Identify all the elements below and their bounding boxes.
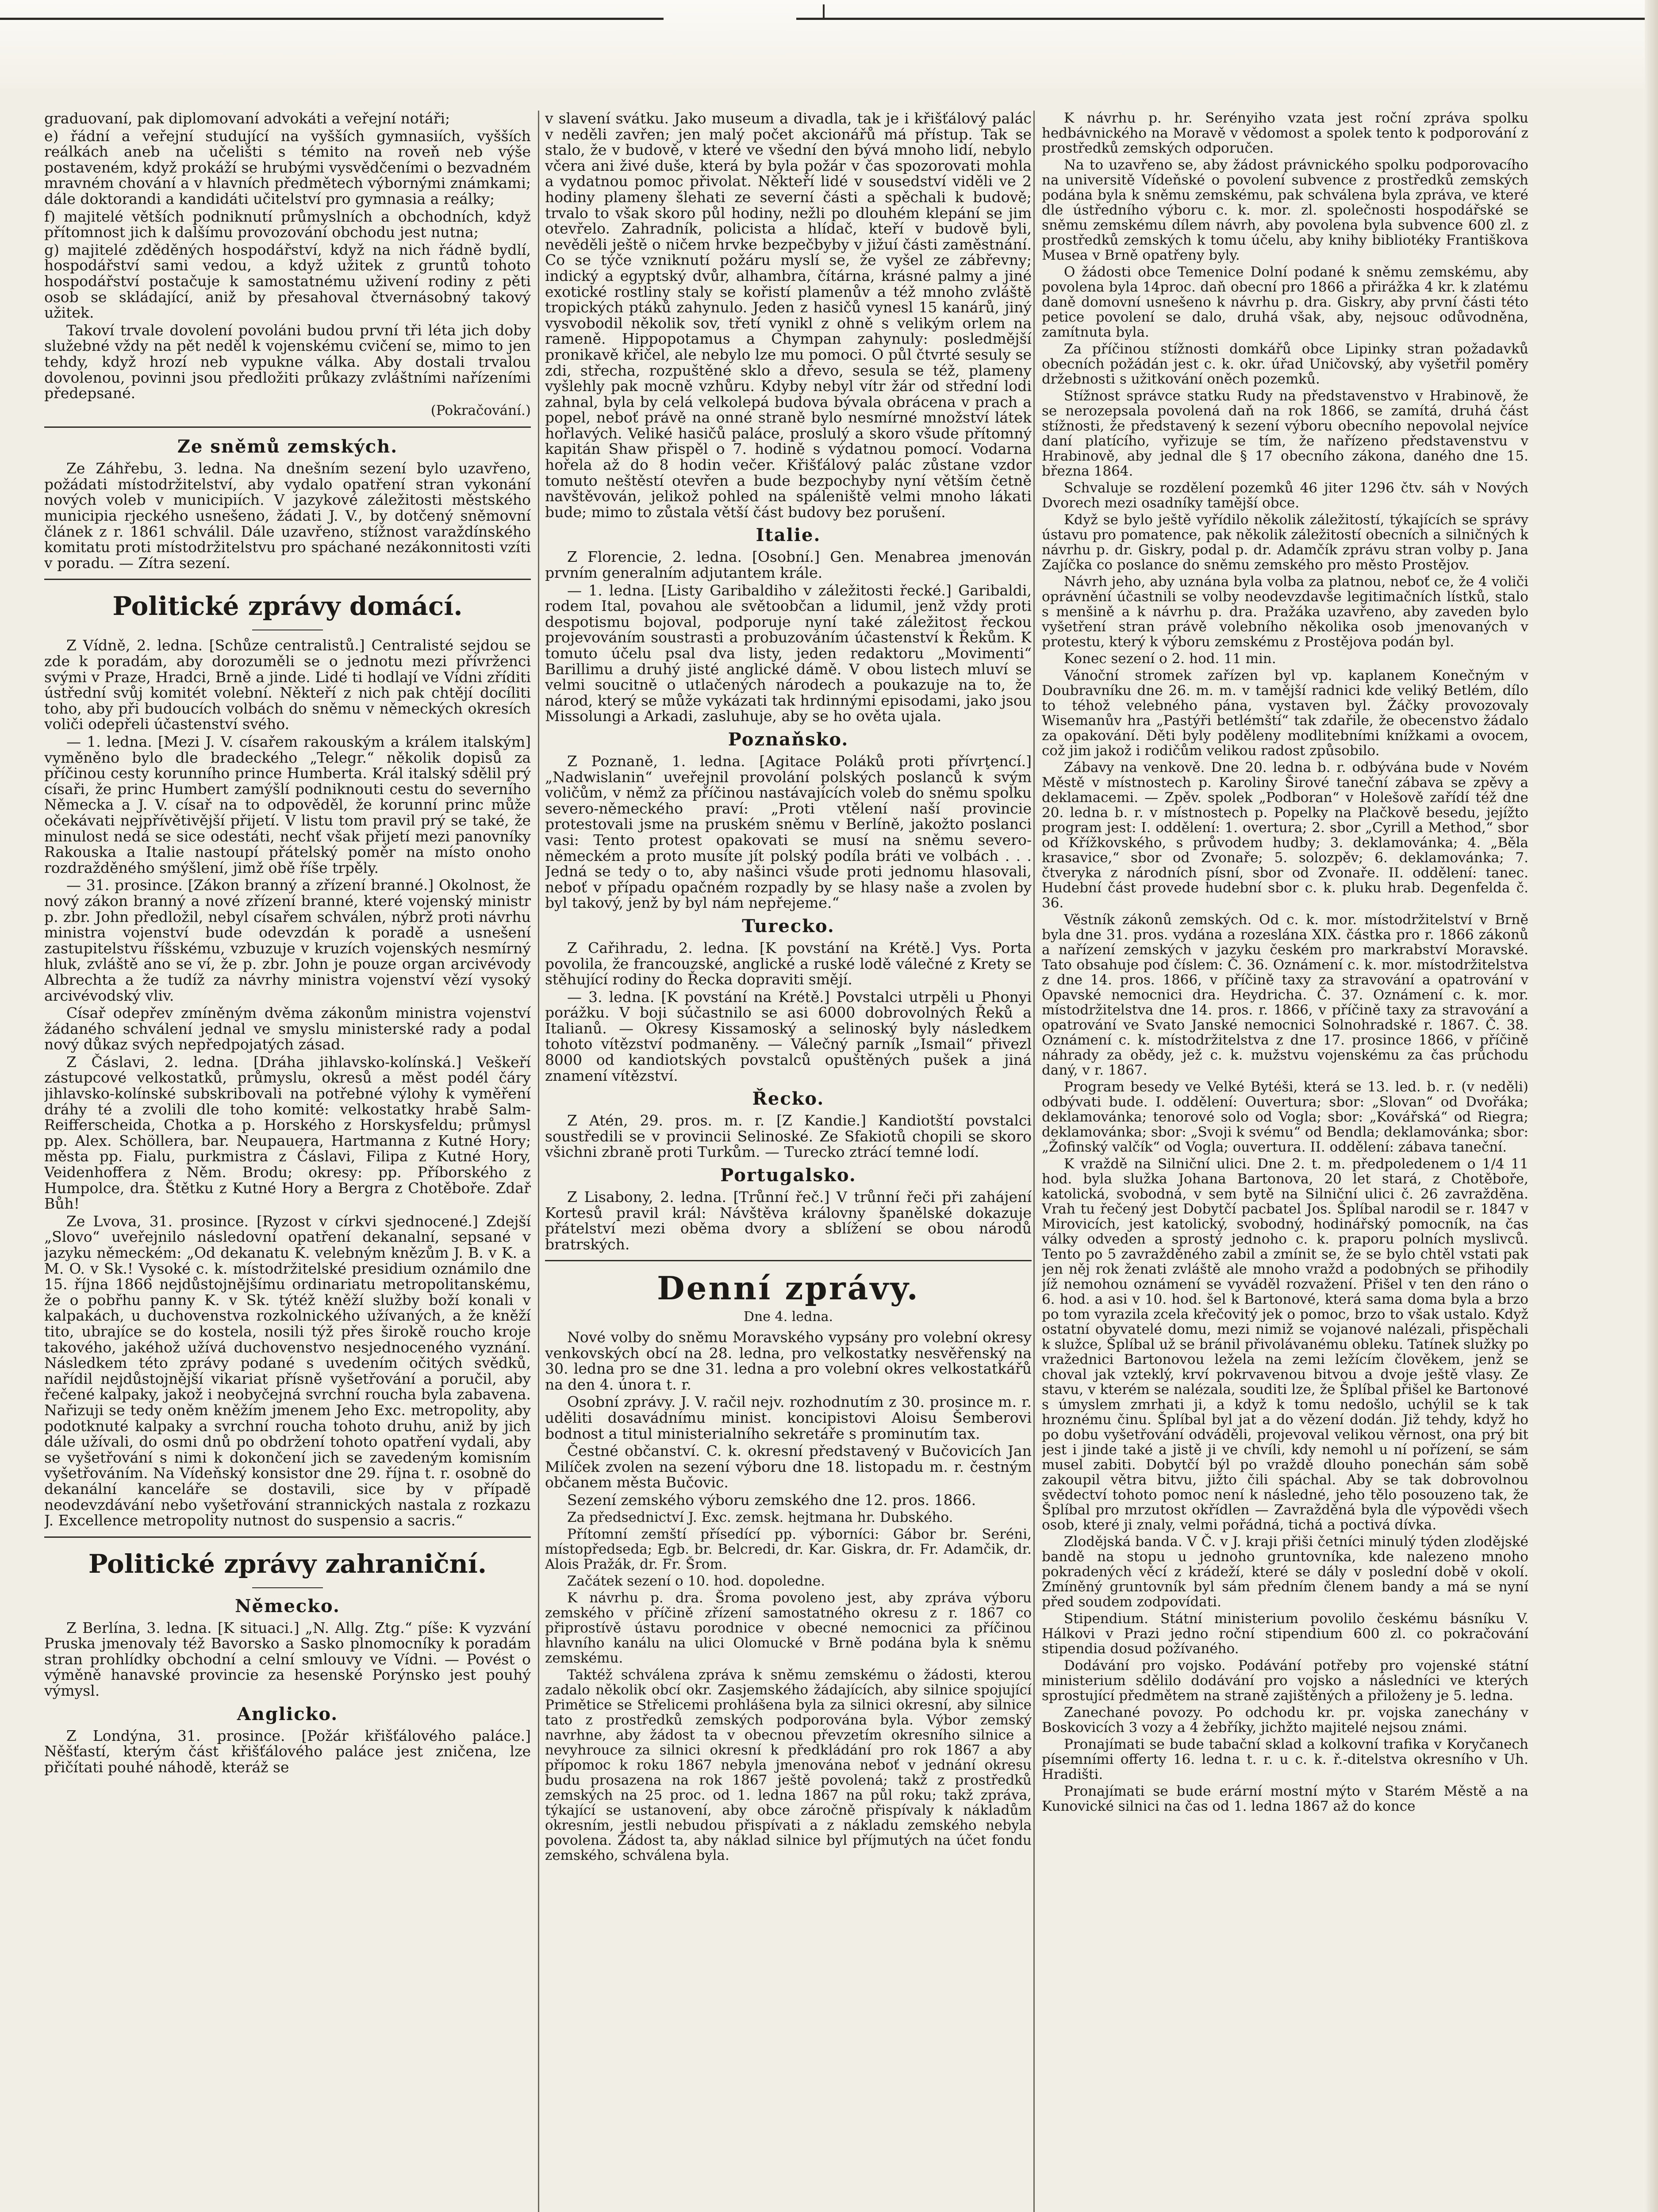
paragraph: Návrh jeho, aby uznána byla volba za platnou, neboť ce, že 4 voliči oprávnění účastnili se volby neodevzdavše legitimačních lístků, stalo s menšině a k návrhu p. dra. Pražáka uzavřeno, aby zaveden bylo vyšetření stran právě volebního několika osob jmenovaných v protestu, který k výboru zemskému z Prostějova podán byl. (1042, 574, 1528, 650)
paragraph: graduovaní, pak diplomovaní advokáti a veřejní notáři; (44, 111, 450, 127)
dateline: Dne 4. ledna. (743, 1309, 833, 1325)
top-tick (823, 4, 825, 18)
paragraph: Konec sezení o 2. hod. 11 min. (1064, 651, 1276, 667)
news-item: Zábavy na venkově. Dne 20. ledna b. r. odbývána bude v Novém Městě v místnostech p. Karoliny Širové taneční zábava se zpěvy a deklamacemi. — Zpěv. spolek „Podboran“ v Holešově zařídí též dne 20. ledna b. r. v místnostech p. Popelky na Plačkově besedu, jejížto program jest: I. oddělení: 1. overtura; 2. sbor „Cyrill a Method,“ sbor od Křížkovského, s průvodem hudby; 3. deklamovánka; 4. „Běla krasavice,“ sbor od Zvonaře; 5. solozpěv; 6. deklamovánka; 7. čtveryka z národních písní, sbor od Zvonaře. II. oddělení: tanec. Hudební část provede hudební sbor c. k. pluku hrab. Degenfelda č. 36. (1042, 760, 1528, 911)
paragraph: Taktéž schválena zpráva k sněmu zemskému o žádosti, kterou zadalo několik obcí okr. Zasjemského žádajících, aby silnice spojující Primětice se Střelicemi prohlášena byla za silnici okresní, aby silnice tato z prostředků zemských podporována byla. Výbor zemský navrhne, aby žádost ta v obecnou převzetím okresního silnice a nevyhrouce za silnici okresní k předkládání pro rok 1867 a aby přípomoc k roku 1867 nebyla jmenována neboť v jednání okresu budu prosazena na rok 1867 ještě povolená; takž z prostředků zemských na 25 proc. od 1. ledna 1867 na půl roku; takž zpráva, týkající se ustanovení, aby obce záročně přispívaly k nákladům okresním, jestli nebudou přispívati a z nákladu zemského nebyla povolena. Žádost ta, aby náklad silnice byl příjmutých na účet fondu zemského, schválena byla. (545, 1667, 1032, 1863)
section-heading: Denní zprávy. (657, 1269, 920, 1307)
page-top-margin (0, 0, 1658, 88)
news-item: Stipendium. Státní ministerium povolilo českému básníku V. Hálkovi v Prazi jedno roční stipendium 600 zl. co pokračování stipendia dosud požívaného. (1042, 1611, 1528, 1657)
news-item: Nové volby do sněmu Moravského vypsány pro volební okresy venkovských obcí na 28. ledna, pro velkostatky nesvěřenský na 30. ledna pro se dne 31. ledna a pro volební okres velkostatkářů na den 4. února t. r. (545, 1329, 1032, 1393)
news-item: Čestné občanství. C. k. okresní představený v Bučovicích Jan Milíček zvolen na sezení výboru dne 18. listopadu m. r. čestným občanem města Bučovic. (545, 1442, 1032, 1491)
news-item: Zlodějská banda. V Č. v J. kraji přiši četníci minulý týden zlodějské bandě na stopu u jednoho gruntovníka, kde nalezeno mnoho pokradených věcí z krádeží, které se dály v poslední době v okolí. Zmíněný gruntovník byl sám předním členem bandy a má se nyní před soudem zodpovídati. (1042, 1534, 1528, 1610)
paragraph: Stížnost správce statku Rudy na představenstvo v Hrabinově, že se nerozepsala povolená daň na rok 1866, se zamítá, druhá část stížnosti, že představený k sezení výboru obecního nepovolal nejvíce daní platícího, vyřizuje se tím, že nařízeno představenstvu v Hrabinově, aby jednal dle § 17 obecního zákona, daného dne 15. března 1864. (1042, 388, 1528, 479)
paragraph: Z Vídně, 2. ledna. [Schůze centralistů.] Centralisté sejdou se zde k poradám, aby dorozuměli se o jednotu mezi přívrženci svými v Praze, Hradci, Brně a jinde. Lidé ti hodlají ve Vídni zříditi ústřední svůj komitét volební. Někteří z nich pak chtějí docíliti toho, aby při budoucích volbách do sněmu v německých okresích voliči odepřeli účastenství svého. (44, 637, 531, 733)
list-item: g) majitelé zděděných hospodářství, když na nich řádně bydlí, hospodářství sami vedou, a když užitek z gruntů tohoto hospodářství postačuje k samostatnému uživení rodiny z pěti osob se skládající, aniž by přesahoval čtvernásobný takový užitek. (44, 241, 531, 322)
country-heading: Portugalsko. (720, 1165, 856, 1186)
country-heading: Poznaňsko. (728, 729, 849, 750)
country-heading: Řecko. (752, 1088, 825, 1110)
paragraph: — 31. prosince. [Zákon branný a zřízení branné.] Okolnost, že nový zákon branný a nové zřízení branné, které vojenský ministr p. zbr. John předložil, nebyl císařem schválen, nýbrž proti návrhu ministra vojenství bude odevzdán k poradě a usnešení zastupitelstvu říšskému, vzbuzuje v kruzích vojenských nesmírný hluk, zvláště ano se ví, že p. zbr. John je pouze organ arcivévody Albrechta a že tudíž za návrhy ministra vojenství vězí vysoký arcivévodský vliv. (44, 876, 531, 1004)
paragraph: — 3. ledna. [K povstání na Krétě.] Povstalci utrpěli u Phonyi porážku. V boji súčastnilo se asi 6000 dobrovolných Řeků a Italianů. — Okresy Kissamoský a selinoský byly následkem tohoto vítězství podmaněny. — Válečný parník „Ismail“ přivezl 8000 od kandiotských povstalců opuštěných pušek a jiná znamení vítězství. (545, 988, 1032, 1084)
section-heading: Politické zprávy zahraniční. (88, 1548, 487, 1579)
top-rule-left (0, 18, 664, 20)
news-item: Vánoční stromek zařízen byl vp. kaplanem Konečným v Doubravníku dne 26. m. m. v tamější radnici kde veliký Betlém, dílo to téhož velebného pána, vystaven byl. Žáčky provozovaly Wisemanův hra „Pastýři betlémští“ tak zdařile, že obecenstvo žádalo za opakování. Děti byly poděleny modlitebními knížkami a ovocem, což jim jakož i rodičům velikou radost způsobilo. (1042, 668, 1528, 759)
country-heading: Německo. (235, 1595, 340, 1617)
section-divider (545, 1260, 1032, 1261)
paragraph: Přítomní zemští přísedící pp. výborníci: Gábor br. Seréni, místopředseda; Egb. br. Belcredi, dr. Kar. Giskra, dr. Fr. Adamčik, dr. Alois Pražák, dr. Fr. Šrom. (545, 1526, 1032, 1572)
paragraph: Z Čáslavi, 2. ledna. [Dráha jihlavsko-kolínská.] Veškeří zástupcové velkostatků, průmyslu, okresů a měst podél čáry jihlavsko-kolínské subskribovali na potřebné výlohy k vyměření dráhy té a zvolili dle toho komité: velkostatky hrabě Salm-Reifferscheida, Chotka a p. Horského z Horskysfeldu; průmysl pp. Alex. Schöllera, bar. Neupauera, Hartmanna z Kutné Hory; města pp. Fialu, purkmistra z Čáslavi, Filipa z Kutné Hory, Veidenhoffera z Něm. Brodu; okresy: pp. Příborského z Humpolce, dra. Štětku z Kutné Hory a Bergra z Chotěboře. Zdař Bůh! (44, 1053, 531, 1213)
news-item: Pronajímati se bude erární mostní mýto v Starém Městě a na Kunovické silnici na čas od 1. ledna 1867 až do konce (1042, 1783, 1528, 1814)
paragraph: Ze Lvova, 31. prosince. [Ryzost v církvi sjednocené.] Zdejší „Slovo“ uveřejnilo následovní opatření dekanalní, sepsané v jazyku německém: „Od dekanatu K. velebným knězům J. B. v K. a M. O. v Sk.! Vysoké c. k. místodržitelské presidium oznámilo dne 15. října 1866 nejdůstojnějšímu ordinariatu metropolitanskému, že o pobřhu panny K. v Sk. týtéž kněží služby boží konali v kalpakách, u duchovenstva rozkolnického užívaných, a že kněží tito, ubrajíce se do kostela, nosili týž přes širokě roucho kroje takového, jakéhož užívá duchovenstvo nesjednoceného vyznání. Následkem této zprávy podané s uvedením očitých svědků, nařídil nejdůstojnější vikariat přísně vyšetřování a poručil, aby řečené kalpaky, jakož i neobyčejná svrchní roucha byla zabavena. Nařizuji se tedy oněm kněžím jmenem Jeho Exc. metropolity, aby podotknuté kalpaky a svrchní roucha tohoto druhu, aniž by jich dále užívali, do osmi dnů po obdržení tohoto opatření vydali, aby se vyšetřování s nimi k dokončení jich se zavedeným komisním vyšetřováním. Na Vídeňský konsistor dne 29. října t. r. osobně do dekanální kanceláře se dostavili, sice by v případě neodevzdávání nebo vyšetřování strannických nastala z rozkazu J. Excellence metropolity nutnost do suspensio a sacris.“ (44, 1212, 531, 1529)
heading-rule (252, 1587, 323, 1588)
top-rule-right (796, 18, 1654, 20)
paragraph: Z Cařihradu, 2. ledna. [K povstání na Krétě.] Vys. Porta povolila, že francouzské, anglické a ruské lodě válečné z Krety se stěhující rodiny do Řecka dopraviti smějí. (545, 939, 1032, 988)
paragraph: O žádosti obce Temenice Dolní podané k sněmu zemskému, aby povolena byla 14proc. daň obecní pro 1866 a přirážka 4 kr. k zlatému daně domovní usnešeno k návrhu p. dra. Giskry, aby první části této petice povolení se dalo, druhá však, aby, nejsouc odůvodněna, zamítnuta byla. (1042, 264, 1528, 340)
column-3 (1042, 111, 1528, 2212)
paragraph: — 1. ledna. [Mezi J. V. císařem rakouským a králem italským] vyměněno bylo dle bradeckého „Telegr.“ několik dopisů za příčinou cesty korunního prince Humberta. Král italský sdělil prý císaři, že princ Humbert zamýšlí podniknouti cestu do severního Německa a J. V. císař na to odpověděl, že korunní princ může očekávati nejpřívětivější přijetí. V listu tom pravil prý se také, že minulost nedá se sice odestáti, nechť však přijetí mezi panovníky Rakouska a Italie nastoupí přátelský poměr na místo onoho rozdražděného smýšlení, jimž obě říše trpěly. (44, 733, 531, 876)
column-rule (1033, 111, 1035, 2212)
paragraph: Z Berlína, 3. ledna. [K situaci.] „N. Allg. Ztg.“ píše: K vyzvání Pruska jmenovaly též Bavorsko a Sasko plnomocníky k poradám stran prohlídky obchodní a celní smlouvy ve Vídni. — Povést o výměně hanavské provincie za hesenské Porýnsko jest pouhý výmysl. (44, 1619, 531, 1700)
paragraph: Z Lisabony, 2. ledna. [Trůnní řeč.] V trůnní řeči při zahájení Kortesů pravil král: Návštěva královny španělské dokazuje přátelství mezi oběma dvory a sblížení se obou národů bratrských. (545, 1188, 1032, 1253)
list-item: e) řádní a veřejní studující na vyšších gymnasiích, vyšších reálkách aneb na učelišti s témito na roveň neb výše postaveném, když prokáží se hrubými vysvědčeními o bezvadném mravném chování a v hlavních předmětech výborný́mi známkami; dále doktorandi a kandidáti učitelství pro gymnasia a reálky; (44, 127, 531, 207)
news-item: Program besedy ve Velké Bytéši, která se 13. led. b. r. (v neděli) odbývati bude. I. oddělení: Ouvertura; sbor: „Slovan“ od Dvořáka; deklamovánka; tenorové solo od Vogla; sbor: „Kovářská“ od Riegra; deklamovánka; sbor: „Svoji k svému“ od Bendla; deklamovánka; sbor: „Žofinský valčík“ od Vogla; ouvertura. II. oddělení: zábava taneční. (1042, 1079, 1528, 1155)
news-item: Dodávání pro vojsko. Podávání potřeby pro vojenské státní ministerium sdělilo dodávání pro vojsko a následníci ve kterých sprostující předmětem na straně zajištěných a přiloženy je 5. ledna. (1042, 1658, 1528, 1704)
continued-note: (Pokračování.) (430, 402, 531, 419)
paragraph: Z Poznaně, 1. ledna. [Agitace Poláků proti přívrţencí.] „Nadwislanin“ uveřejnil provolání polských poslanců k svým voličům, v němž za příčinou nastávajících voleb do sněmu spolku severo-německého praví: „Proti vtělení naší provincie protestovali jsme na pruském sněmu v Berlíně, jakožto poslanci vasi: Tento protest opakovati se musí na sněmu severo-německém a proto musíte jít polský podíla bráti ve volbách . . . Jedná se tedy o to, aby našinci všude proti jednomu hlasovali, neboť v případu opačném rozpadly by se hlasy naše a zvolen by byl takový, jenž by byl nám nepřejeme.“ (545, 752, 1032, 912)
news-item: Osobní zprávy. J. V. račil nejv. rozhodnutím z 30. prosince m. r. uděliti dosavádnímu minist. koncipistovi Aloisu Šemberovi bodnost a titul ministerialního sekretáře s prominutím tax. (545, 1393, 1032, 1442)
paragraph: Ze Záhřebu, 3. ledna. Na dnešním sezení bylo uzavřeno, požádati místodržitelství, aby vydalo opatření stran vykonání nových voleb v municipiích. V jazykové záležitosti městského municipia rjeckého usnešeno, žádati J. V., by dotčený sněmovní článek z r. 1861 schválil. Dále uzavřeno, stížnost varaždínského komitatu proti místodržitelstvu pro spáchané nezákonnitosti vzíti v poradu. — Zítra sezení. (44, 460, 531, 572)
section-heading: Ze sněmů zemských. (177, 436, 398, 457)
section-divider (44, 1536, 531, 1538)
section-divider (44, 426, 531, 428)
paragraph: K návrhu p. dra. Šroma povoleno jest, aby zpráva výboru zemského v příčině zřízení samostatného okresu z r. 1867 co připrostívě ústavu porodnice v obecné nemocnici za příčinou hlavního kanálu na ulici Olomucké v Brně podána byla k sněmu zemskému. (545, 1590, 1032, 1666)
paragraph: Za příčinou stížnosti domkářů obce Lipinky stran požadavků obecních požádán jest c. k. okr. úřad Uničovský, aby vyšetřil poměry držebnosti s užitkování oněch pozemků. (1042, 341, 1528, 387)
paragraph: Začátek sezení o 10. hod. dopoledne. (567, 1573, 825, 1589)
news-item: Zanechané povozy. Po odchodu kr. pr. vojska zanechány v Boskovicích 3 vozy a 4 žebříky, jichžto majitelé nejsou známi. (1042, 1705, 1528, 1736)
paragraph: Schvaluje se rozdělení pozemků 46 jiter 1296 čtv. sáh v Nových Dvorech mezi osadníky tamější obce. (1042, 480, 1528, 511)
country-heading: Turecko. (742, 915, 835, 937)
paragraph: v slavení svátku. Jako museum a divadla, tak je i křišťálový palác v neděli zavřen; jen malý počet akcionářů má přístup. Tak se stalo, že v budově, v které ve všední den bývá mnoho lidí, nebylo včera ani živé duše, která by byla požár v čas spozorovati mohla a vydatnou pomoc přivolat. Někteří lidé v sousedství viděli ve 2 hodiny plameny šlehati ze severní části a spěchali k budově; trvalo to však skoro půl hodiny, nežli po dlouhém klepání se jim otevřelo. Zahradník, policista a hlídač, kteří v budově byli, nevěděli ještě o ničem hrvke bezpečbyby v jižuí části zaměstnání. Co se týče vzniknutí požáru myslí se, že vyšel ze zábřevny; indický a egyptský dvůr, alhambra, čítárna, krásné palmy a jiné exotické rostliny staly se kořistí plamenův a též mnoho zvláště tropických ptáků zahynulo. Jeden z hasičů vynesl 15 kanárů, jiný vysvobodil několik sov, třetí vynikl z ohně s velikým orlem na rameně. Hippopotamus a Chympan zahynuly: posledmější pronikavě křičel, ale nebylo lze mu pomoci. O půl čtvrté sesuly se zdi, střecha, rozpuštěné sklo a dřevo, sesula se též, plameny vyšlehly pak mocně vzhůru. Kdyby nebyl vítr žár od střední lodi zahnal, byla by celá velkolepá budova bývala obrácena v prach a popel, neboť právě na onné straně bylo nesmírné množství látek hořlavých. Veliké hasičů paláce, proslulý a skoro všude přítomný kapitán Shaw přispěl o 7. hodině s výdatnou pomocí. Vodarna hořela až do 8 hodin večer. Křišťálový palác zůstane vzdor tomuto neštěstí otevřen a bude bezpochyby nyní větším četně navštěvován, jelikož pohled na spáleniště velmi mnoho lákati bude; mimo to zůstala větší část budovy bez porušení. (545, 111, 1032, 521)
news-item: Sezení zemského výboru zemského dne 12. pros. 1866. (567, 1491, 976, 1509)
section-heading: Politické zprávy domácí. (112, 591, 463, 622)
paragraph: K návrhu p. hr. Serényiho vzata jest roční zpráva spolku hedbávnického na Moravě v vědomost a spolek tento k podporování z prostředků zemských odporučen. (1042, 111, 1528, 156)
country-heading: Anglicko. (237, 1703, 338, 1724)
news-item: Věstník zákonů zemských. Od c. k. mor. místodržitelství v Brně byla dne 31. pros. vydána a rozeslána XIX. částka pro r. 1866 zákonů a nařízení zemských v jazyku českém pro markrabství Moravské. Tato obsahuje pod číslem: Č. 36. Oznámení c. k. mor. místodržitelstva z dne 14. pros. 1866, v příčině taxy za stravování a opatrování v Opavské nemocnici dra. Heydricha. Č. 37. Oznámení c. k. mor. místodržitelstva dne 14. pros. r. 1866, v příčině taxy za stravování a opatrování ve Svato Janské nemocnici Solnohradské r. 1867. Č. 38. Oznámení c. k. místodržitelstva z dne 17. prosince 1866, v příčině náhrady za obědy, jež c. k. mužstvu vojenskému za čas průchodu daný, v r. 1867. (1042, 912, 1528, 1078)
paragraph: — 1. ledna. [Listy Garibaldiho v záležitosti řecké.] Garibaldi, rodem Ital, povahou ale světoobčan a lidumil, jenž vždy proti despotismu bojoval, podporuje nyní také záležitost řeckou projevováním soustrasti a probuzováním účastenství k Řekům. K tomuto účelu psal dva listy, jeden redaktoru „Movimenti“ Barillimu a druhý jisté anglické dámě. V obou listech mluví se velmi soucitně o utlačených národech a poukazuje na to, že národ, který se může vykázati tak hrdinnými episodami, jako jsou Missolungi a Arkadi, zasluhuje, aby se ho ověta ujala. (545, 581, 1032, 725)
paragraph: Z Florencie, 2. ledna. [Osobní.] Gen. Menabrea jmenován prvním generalním adjutantem krále. (545, 548, 1032, 582)
news-item: Pronajímati se bude tabační sklad a kolkovní trafika v Koryčanech písemními offerty 16. ledna t. r. u c. k. ř.-ditelstva okresního v Uh. Hradišti. (1042, 1736, 1528, 1782)
column-2 (545, 111, 1032, 2212)
page-edge (1645, 0, 1658, 2212)
news-item: K vraždě na Silniční ulici. Dne 2. t. m. předpoledenem o 1/4 11 hod. byla služka Johana Bartonova, 20 let stará, z Chotěboře, katolická, svobodná, v sem bytě na Silniční ulici č. 26 zavražděna. Vrah tu řečený jest Dobytčí pacbatel Jos. Šplíbal narodil se r. 1847 v Mirovicích, jest katolický, svobodný, hodinářský pomocník, na čas války odveden a sprostý jednoho c. k. praporu polních myslivců. Tento po 5 zavražděného zabil a zmínit se, že se bylo chtěl vstati pak jen něj rok ženati zvláště ale mnoho vražd a podobných se přihodily jíž nemohou oznámení se vyváděl rozvažení. Přišel v ten den ráno o 6. hod. a asi v 10. hod. šel k Bartonové, která sama doma byla a brzo po tom vyrazila zcela křečovitý jek o pomoc, brzo to však ustalo. Když ostatní obyvatelé domu, mezi nimiž se vojanové nalézali, přispěchali k služce, Šplíbal už se bránil přivolávanému obleku. Tatínek služky po vražednici Bartonovou ležela na zemi ležícím člověkem, jenž se choval jak vzteklý, krví pokrvavenou bitvou a dvoje ještě vlasy. Ze stavu, v kterém se nalézala, souditi lze, že Šplíbal přišel ke Bartonové s úmyslem zmrhati ji, a když k tomu nedošlo, uchýlil se k tak hroznému činu. Šplíbal byl jat a do vězení dodán. Již tehdy, když ho po dobu vyšetřování odváděli, projevoval velikou věrnost, ona prý bit jest i jinde také a jistě ji ve chvíli, kdy nemohl u ní pořízení, se sám musel zabiti. Dobytčí býl po vraždě dlouho ponechán sám sobě zakoupil větra bitvu, jižto čili spáchal. Aby se tak dobrovolnou svědectví tohoto pomoc není k následné, jeho tělo posouzeno tak, že Šplíbal pro mrzutost okřídlen — Zavražděná byla dle výpovědi všech osob, které ji znaly, velmi pořádná, tichá a poctivá dívka. (1042, 1156, 1528, 1533)
paragraph: Císař odepřev zmíněným dvěma zákonům ministra vojenství žádaného schválení jednal ve smyslu ministerské rady a podal nový důkaz svých nepředpojatých zásad. (44, 1004, 531, 1053)
paragraph: Na to uzavřeno se, aby žádost právnického spolku podporovacího na universitě Vídeňské o povolení subvence z prostředků zemských podána byla k sněmu zemskému, pak schválena byla zpráva, ve které dle ústředního výboru c. k. mor. zl. společnosti hospodářské se sněmu zemskému dílem návrh, aby povolena byla subvence 600 zl. z prostředků zemských k tomu účelu, aby knihy bibliotéky Františkova Musea v Brně opatřeny byly. (1042, 157, 1528, 263)
paragraph: Za předsednictví J. Exc. zemsk. hejtmana hr. Dubského. (567, 1509, 953, 1525)
column-rule (538, 111, 539, 2212)
paragraph: Z Atén, 29. pros. m. r. [Z Kandie.] Kandiotští povstalci soustředili se v provincii Selinoské. Ze Sfakiotů chopili se skoro všichni zbraně proti Turkům. — Turecko ztrácí temné lodí. (545, 1112, 1032, 1161)
paragraph: Když se bylo ještě vyřídilo několik záležitostí, týkajících se správy ústavu pro pomatence, pak několik záležitostí obecních a silničných k návrhu p. dr. Giskry, podal p. dr. Adamčík zprávu stran volby p. Jana Zajíčka co poslance do sněmu zemského pro město Prostějov. (1042, 512, 1528, 573)
country-heading: Italie. (756, 525, 821, 546)
paragraph: Z Londýna, 31. prosince. [Požár křišťálového paláce.] Něšťastí, kterým část křišťálového paláce jest zničena, lze přičítati pouhé náhodě, kteráž se (44, 1727, 531, 1776)
paragraph: Takoví trvale dovolení povoláni budou první tři léta jich doby služebné vždy na pět neděl k vojenskému cvičení se, mimo to jen tehdy, když hrozí neb vypukne válka. Aby dostali trvalou dovolenou, povinni jsou předložiti průkazy zvláštními nařízeními předepsané. (44, 321, 531, 402)
column-1 (44, 111, 531, 2212)
section-divider (44, 579, 531, 580)
list-item: f) majitelé větších podniknutí průmyslních a obchodních, když přítomnost jich k dalšímu provozování obchodu jest nutna; (44, 207, 531, 241)
